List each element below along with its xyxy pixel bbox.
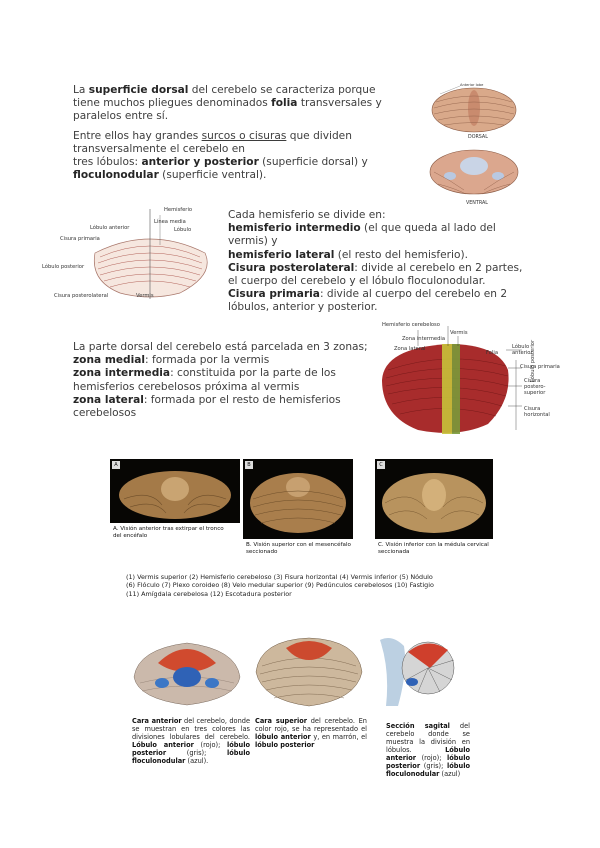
caption-superior-face: Cara superior del cerebelo. En color rojo, se ha representado el lóbulo anterior y, en marrón, el lóbulo posterior [255,717,367,749]
zone-intermediate: zona intermedia: constituida por la parte de los hemisferios cerebelosos próxima al vermis [73,367,336,393]
lobes-label-4: Hemisferio [164,207,193,213]
zones-side-label: Lóbulo posterior [530,339,536,382]
photo-a-illustration [110,459,240,523]
hemisphere-intermediate: hemisferio intermedio (el que queda al lado del vermis) y [228,222,496,248]
photo-c-illustration [375,459,493,539]
text-block-hemispheres [228,209,528,315]
superior-face-illustration [252,630,367,710]
zone-medial: zona medial: formada por la vermis [73,354,270,367]
primary-fissure: Cisura primaria: divide al cuerpo del cerebelo en 2 lóbulos, anterior y posterior. [228,288,508,314]
lobes-label-6: Línea media [154,219,186,225]
zones-label-5: Lóbulo anterior [512,344,533,356]
zones-label-2: Zona intermedia [402,336,445,342]
figure-zones [378,320,560,440]
photo-b-caption: B. Visión superior con el mesencéfalo seccionado [246,542,351,555]
photo-panel-a [110,459,240,523]
caption-anterior-face: Cara anterior del cerebelo, donde se muestran en tres colores las divisiones lobulares del cerebelo. Lóbulo anterior (rojo); lóbulo posterior (gris); lóbulo floculonodular (azul). [132,717,250,765]
zones-label-3: Zona lateral [394,346,426,352]
photo-c-caption: C. Visión inferior con la médula cervical seccionada [378,542,489,555]
zones-label-7: Cisura postero-superior [524,378,546,396]
figure-superior-face [252,630,367,710]
lobes-label-0: Lóbulo anterior [90,225,130,231]
photo-b-illustration [243,459,353,539]
figure-dorsal-ventral [420,80,528,208]
paragraph-dorsal-surface: La superficie dorsal del cerebelo se caracteriza porque tiene muchos pliegues denominados folia transversales y paralelos entre sí. [73,84,382,123]
zones-label-6: Cisura primaria [520,364,560,370]
sagittal-illustration [378,630,470,712]
text-block-surface [73,84,403,182]
fig1-top-label: Anterior lobe [460,83,484,87]
zones-label-1: Vermis [450,330,468,336]
hemisphere-lateral: hemisferio lateral (el resto del hemisferio). [228,248,468,261]
anterior-face-illustration [128,627,246,709]
zones-label-0: Hemisferio cerebeloso [382,322,440,328]
photo-c-tag: C [377,461,385,469]
figure-lobes-diagram [40,205,220,305]
lobes-label-3: Cisura posterolateral [54,293,109,299]
dorsal-ventral-illustration [420,80,528,208]
caption-sagittal: Sección sagital del cerebelo donde se muestra la división en lóbulos. Lóbulo anterior (rojo); lóbulo posterior (gris); lóbulo floculonodular (azul) [386,722,470,778]
zones-label-4: Folia [486,350,499,356]
text-block-zones [73,341,373,420]
photo-a-tag: A [112,461,120,469]
zones-label-8: Cisura horizontal [524,406,550,418]
dorsal-label: DORSAL [468,135,488,140]
posterolateral-fissure: Cisura posterolateral: divide al cerebelo en 2 partes, el cuerpo del cerebelo y el lóbulo floculonodular. [228,261,523,288]
lobes-label-2: Lóbulo posterior [42,264,85,270]
figure-sagittal [378,630,470,712]
photo-panel-b [243,459,353,539]
zones-intro: La parte dorsal del cerebelo está parcelada en 3 zonas; [73,341,368,353]
lobes-label-1: Cisura primaria [60,236,100,242]
lobes-label-5: Vermis [136,293,154,299]
ventral-label: VENTRAL [466,201,488,206]
paragraph-fissures: Entre ellos hay grandes surcos o cisuras que dividen transversalmente el cerebelo en tres lóbulos: anterior y posterior (superficie dorsal) y floculonodular (superficie ventral). [73,129,368,182]
lobes-label-7: Lóbulo [174,227,192,233]
photo-b-tag: B [245,461,253,469]
lobes-illustration [40,205,220,305]
photos-legend: (1) Vermis superior (2) Hemisferio cerebeloso (3) Fisura horizontal (4) Vermis inferior (5) Nódulo (6) Flóculo (7) Plexo coroideo (8) Velo medular superior (9) Pedúnculos cerebelosos (10) Fastigio (11) Amígdala cerebelosa (12) Escotadura posterior [126,573,434,598]
hemisphere-intro: Cada hemisferio se divide en: [228,209,386,221]
figure-anterior-face [128,627,246,709]
photo-a-caption: A. Visión anterior tras extirpar el tronco del encéfalo [113,526,224,539]
zone-lateral: zona lateral: formada por el resto de hemisferios cerebelosos [73,393,341,420]
photo-panel-c [375,459,493,539]
